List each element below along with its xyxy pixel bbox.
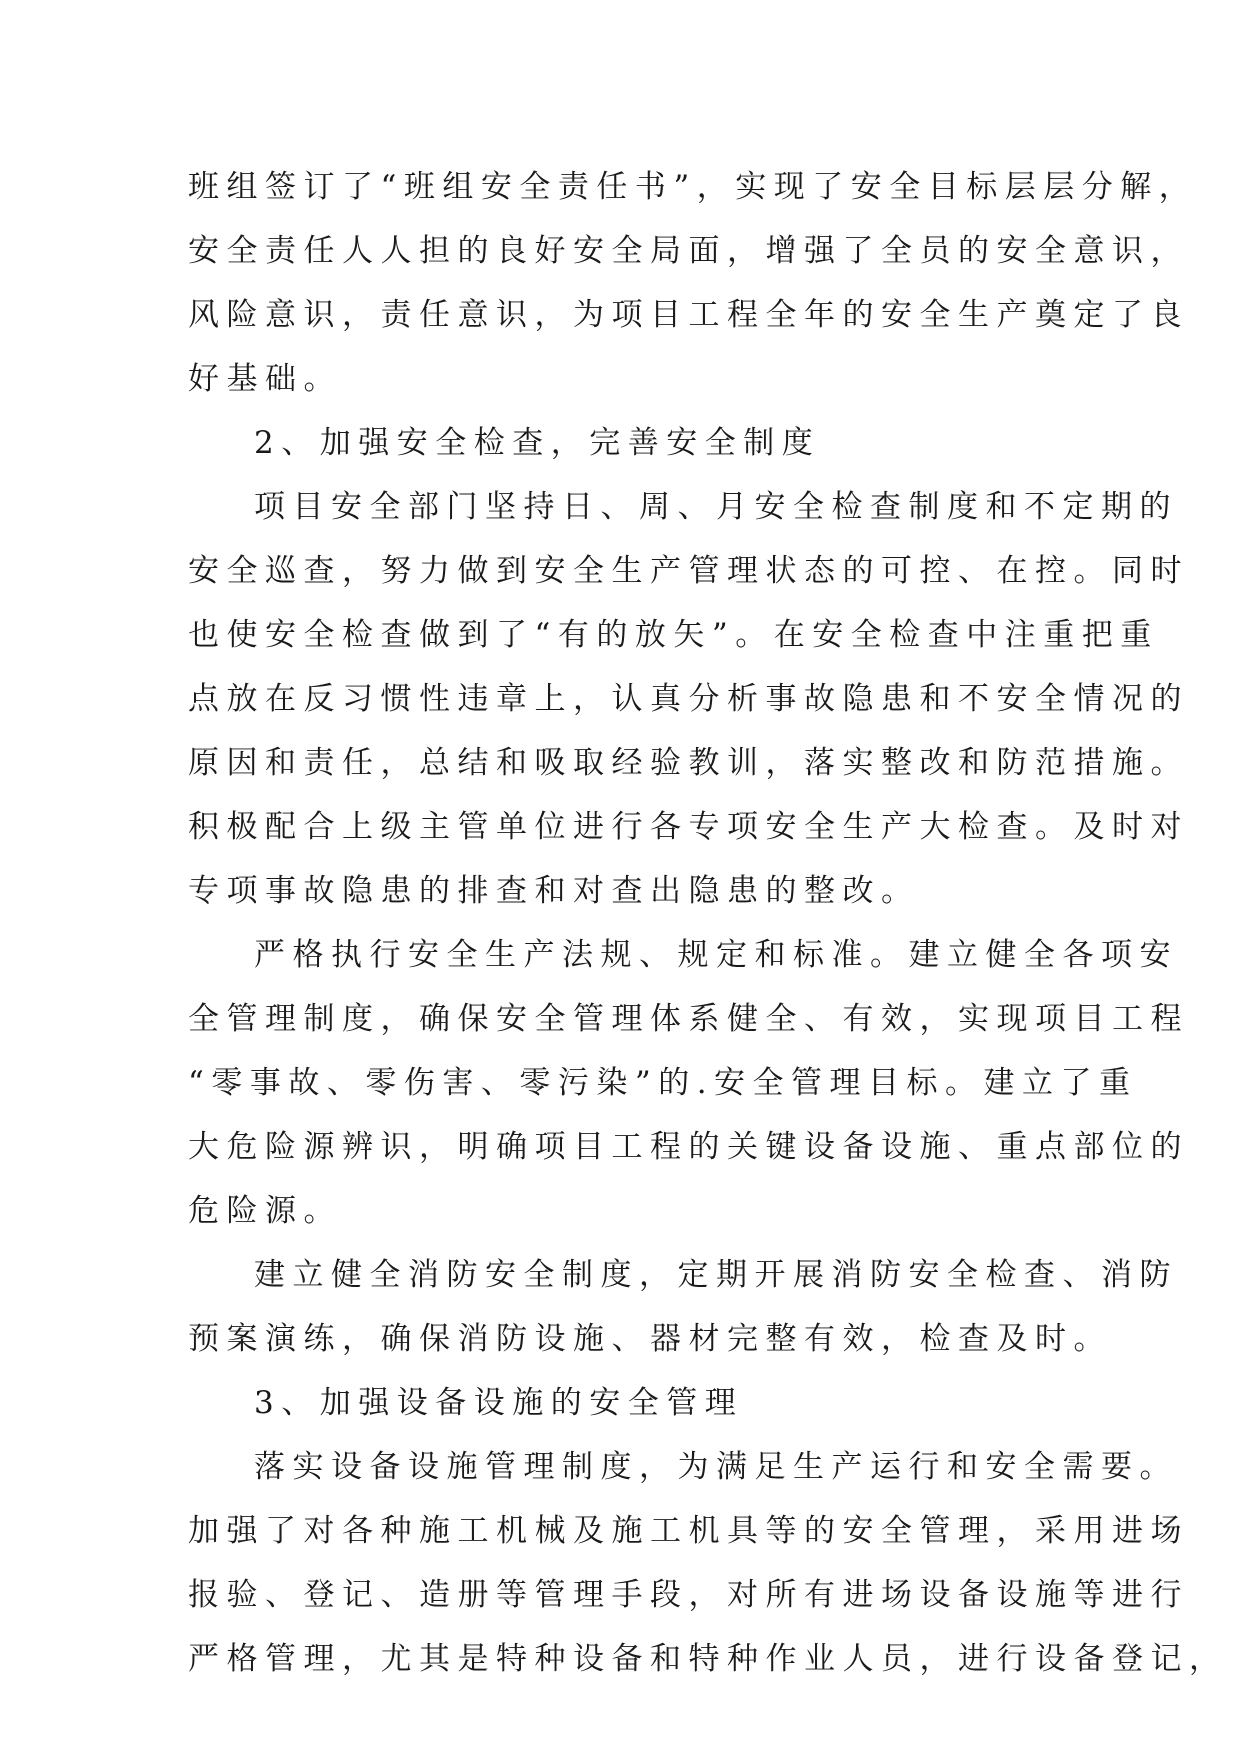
text-line: 危险源。 <box>188 1193 342 1229</box>
text-line: 全管理制度，确保安全管理体系健全、有效，实现项目工程 <box>188 1001 1189 1037</box>
text-line: 班组签订了“班组安全责任书”，实现了安全目标层层分解， <box>188 169 1198 205</box>
document-body <box>188 155 1228 1691</box>
text-line: 风险意识，责任意识，为项目工程全年的安全生产奠定了良 <box>188 297 1189 333</box>
section-heading: 2、加强安全检查，完善安全制度 <box>254 425 821 461</box>
text-line: 原因和责任，总结和吸取经验教训，落实整改和防范措施。 <box>188 745 1189 781</box>
text-line: 安全巡查，努力做到安全生产管理状态的可控、在控。同时 <box>188 553 1189 589</box>
text-line: 也使安全检查做到了“有的放矢”。在安全检查中注重把重 <box>188 617 1159 653</box>
text-line: 安全责任人人担的良好安全局面，增强了全员的安全意识， <box>188 233 1189 269</box>
text-line: 落实设备设施管理制度，为满足生产运行和安全需要。 <box>254 1449 1178 1485</box>
text-line: 报验、登记、造册等管理手段，对所有进场设备设施等进行 <box>188 1577 1189 1613</box>
text-line: 加强了对各种施工机械及施工机具等的安全管理，采用进场 <box>188 1513 1189 1549</box>
text-line: 积极配合上级主管单位进行各专项安全生产大检查。及时对 <box>188 809 1189 845</box>
text-line: 建立健全消防安全制度，定期开展消防安全检查、消防 <box>254 1257 1178 1293</box>
section-heading: 3、加强设备设施的安全管理 <box>254 1385 744 1421</box>
text-line: 项目安全部门坚持日、周、月安全检查制度和不定期的 <box>254 489 1178 525</box>
text-line: 好基础。 <box>188 361 342 397</box>
text-line: 专项事故隐患的排查和对查出隐患的整改。 <box>188 873 920 909</box>
text-line: 点放在反习惯性违章上，认真分析事故隐患和不安全情况的 <box>188 681 1189 717</box>
text-line: 预案演练，确保消防设施、器材完整有效，检查及时。 <box>188 1321 1112 1357</box>
text-line: “零事故、零伤害、零污染”的.安全管理目标。建立了重 <box>188 1065 1138 1101</box>
text-line: 大危险源辨识，明确项目工程的关键设备设施、重点部位的 <box>188 1129 1189 1165</box>
text-line: 严格管理，尤其是特种设备和特种作业人员，进行设备登记， <box>188 1641 1228 1677</box>
text-line: 严格执行安全生产法规、规定和标准。建立健全各项安 <box>254 937 1178 973</box>
